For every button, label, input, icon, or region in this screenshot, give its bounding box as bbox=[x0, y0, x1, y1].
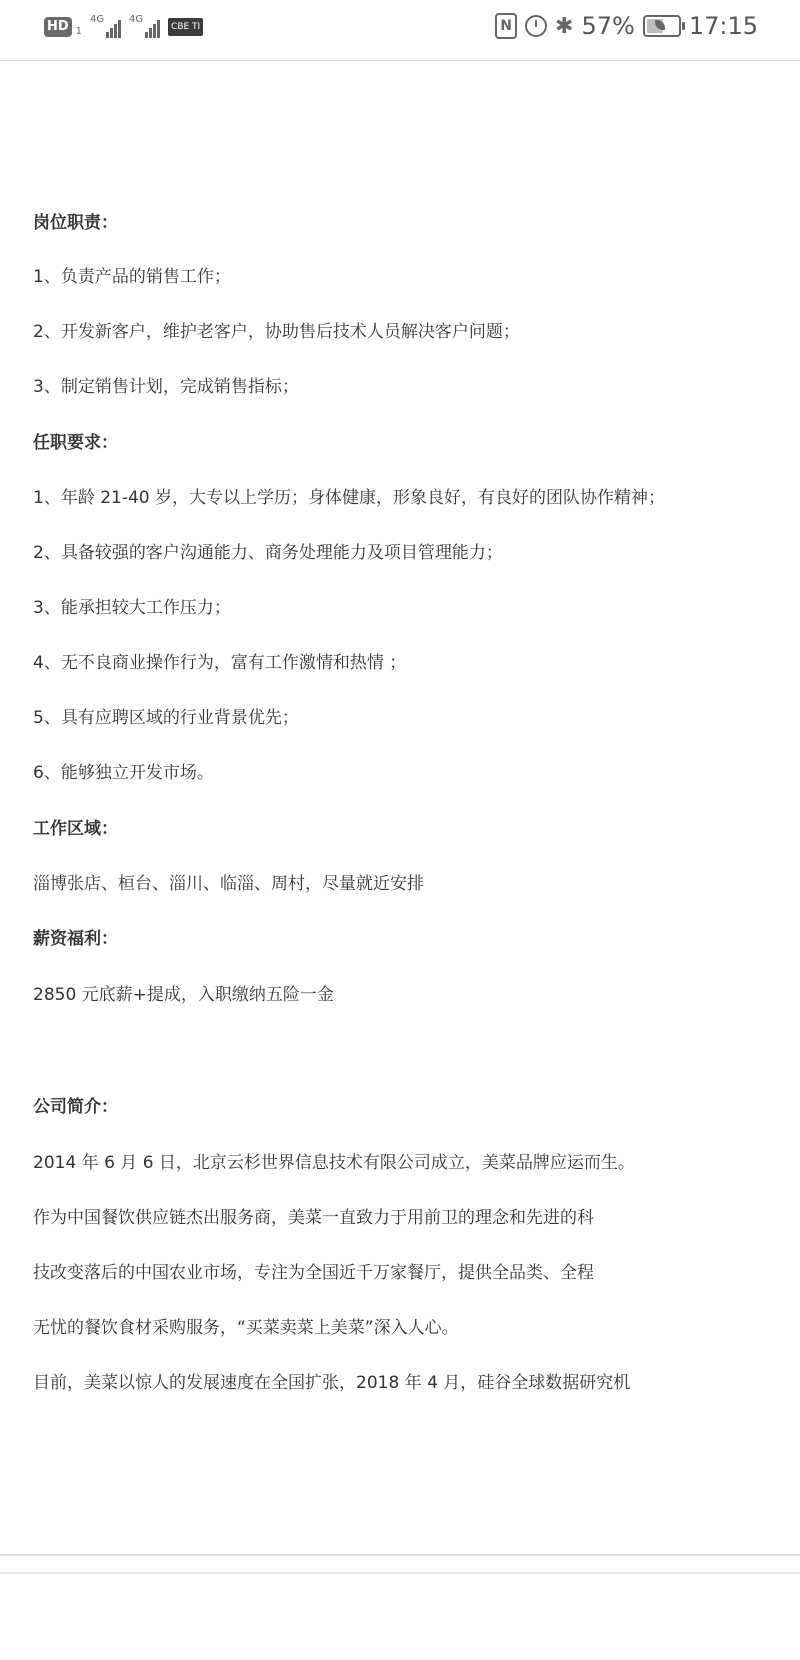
status-bar-left bbox=[44, 16, 203, 38]
battery-percent: 57% bbox=[581, 12, 635, 40]
salary-heading: 薪资福利： bbox=[33, 929, 118, 949]
requirement-item: 3、能承担较大工作压力； bbox=[33, 598, 231, 618]
work-area-text: 淄博张店、桓台、淄川、临淄、周村，尽量就近安排 bbox=[33, 874, 424, 894]
work-area-heading: 工作区域： bbox=[33, 819, 118, 839]
company-intro-line: 作为中国餐饮供应链杰出服务商，美菜一直致力于用前卫的理念和先进的科 bbox=[33, 1208, 594, 1228]
battery-icon bbox=[643, 15, 681, 37]
requirement-item: 4、无不良商业操作行为，富有工作激情和热情 ； bbox=[33, 653, 407, 673]
bottom-divider-secondary bbox=[0, 1572, 800, 1574]
company-intro-line: 技改变落后的中国农业市场，专注为全国近千万家餐厅，提供全品类、全程 bbox=[33, 1263, 594, 1283]
company-intro-line: 2014 年 6 月 6 日，北京云杉世界信息技术有限公司成立，美菜品牌应运而生。 bbox=[33, 1153, 635, 1173]
status-bar-right bbox=[495, 12, 758, 40]
requirement-item: 2、具备较强的客户沟通能力、商务处理能力及项目管理能力； bbox=[33, 543, 503, 563]
clock-time: 17:15 bbox=[688, 12, 758, 40]
requirement-item: 5、具有应聘区域的行业背景优先； bbox=[33, 708, 299, 728]
requirement-item: 1、年龄 21-40 岁，大专以上学历；身体健康，形象良好，有良好的团队协作精神； bbox=[33, 488, 666, 508]
signal-2-label: 4G bbox=[129, 14, 144, 25]
requirements-heading: 任职要求： bbox=[33, 433, 118, 453]
signal-strength-icon-1 bbox=[90, 16, 121, 38]
alarm-clock-icon bbox=[525, 15, 547, 37]
requirement-item: 6、能够独立开发市场。 bbox=[33, 763, 214, 783]
hd-sub-label: 1 bbox=[75, 25, 83, 37]
nfc-icon: N bbox=[495, 13, 517, 39]
duty-item: 1、负责产品的销售工作； bbox=[33, 267, 231, 287]
bottom-divider bbox=[0, 1554, 800, 1556]
signal-1-label: 4G bbox=[90, 14, 105, 25]
status-bar bbox=[0, 0, 800, 61]
duty-item: 2、开发新客户，维护老客户，协助售后技术人员解决客户问题； bbox=[33, 322, 520, 342]
signal-strength-icon-2 bbox=[129, 16, 160, 38]
carrier-icon: CBE TI bbox=[168, 18, 203, 36]
hd-icon: HD bbox=[44, 17, 72, 37]
company-intro-line: 目前，美菜以惊人的发展速度在全国扩张，2018 年 4 月，硅谷全球数据研究机 bbox=[33, 1373, 631, 1393]
company-intro-line: 无忧的餐饮食材采购服务，“买菜卖菜上美菜”深入人心。 bbox=[33, 1318, 459, 1338]
salary-text: 2850 元底薪+提成，入职缴纳五险一金 bbox=[33, 985, 334, 1005]
duty-item: 3、制定销售计划，完成销售指标； bbox=[33, 377, 299, 397]
duties-heading: 岗位职责： bbox=[33, 213, 118, 233]
bluetooth-icon: ✱ bbox=[555, 13, 574, 39]
company-heading: 公司简介： bbox=[33, 1097, 118, 1117]
